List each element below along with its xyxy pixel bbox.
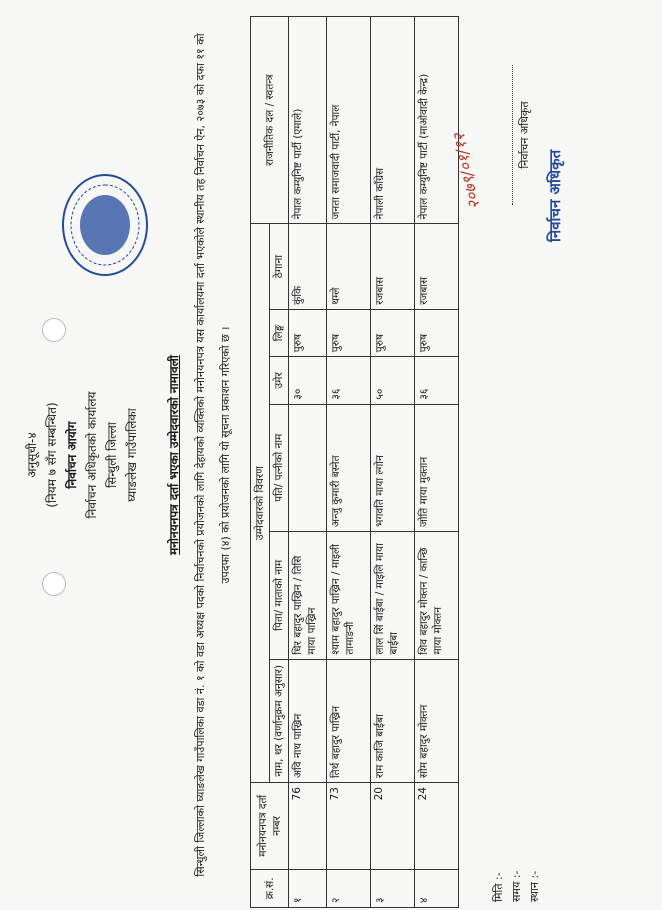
cell-gender: पुरुष (415, 309, 459, 357)
cell-reg: 20 (371, 783, 415, 870)
election-office-seal (58, 170, 153, 280)
cell-age: ५० (371, 357, 415, 404)
header-reg-no: मनोनयनपत्र दर्ता नम्बर (251, 783, 289, 870)
cell-party: नेपाल कम्युनिष्ट पार्टी (माओवादी केन्द्र) (415, 17, 459, 224)
handwritten-signature-date: २०७९/०१/१२ (449, 131, 484, 212)
header-age: उमेर (270, 357, 289, 404)
date-label: मिति :- (492, 872, 505, 902)
municipality-name: घ्याङलेख गाउँपालिका (125, 408, 139, 502)
cell-spouse (289, 404, 327, 531)
cell-address: कुंकि (289, 224, 327, 309)
cell-address: रजबास (371, 224, 415, 309)
table-row (327, 17, 371, 908)
cell-reg: 73 (327, 783, 371, 870)
cell-parents: धिर बहादुर पाख्रिन / तिसि माया पाख्रिन (289, 531, 327, 659)
header-parents: पिता/ माताको नाम (270, 531, 289, 659)
notice-paragraph: सिन्धुली जिल्लाको घ्याङलेख गाउँपालिका वडा नं. १ को वडा अध्यक्ष पदको निर्वाचनको प्रयोजनको लागि देहायको व्यक्तिको मनोनयनपत्र यस कार्यालयमा दर्ता भएकोले स्थानीय तह निर्वाचन ऐन, २०७३ को दफा ११ को उपदफा (४) को प्रयोजनको लागि यो सूचना प्रकाशन गरिएको छ । (194, 33, 232, 877)
candidate-table (250, 16, 459, 908)
cell-party: नेपाल कम्युनिष्ट पार्टी (एमाले) (289, 17, 327, 224)
cell-sn: २ (327, 869, 371, 907)
signature-block (498, 45, 532, 225)
office-name: निर्वाचन अधिकृतको कार्यालय (85, 391, 99, 519)
commission-name: निर्वाचन आयोग (65, 421, 79, 489)
cell-reg: 24 (415, 783, 459, 870)
header-address: ठेगाना (270, 224, 289, 309)
cell-age: ३० (289, 357, 327, 404)
cell-gender: पुरुष (327, 309, 371, 357)
cell-name: तिर्थ बहादुर पाख्रिन (327, 659, 371, 782)
rule-reference: (नियम ७ सँग सम्बन्धित) (45, 402, 59, 508)
cell-address: थम्ले (327, 224, 371, 309)
cell-party: नेपाली काँग्रेस (371, 17, 415, 224)
cell-gender: पुरुष (289, 309, 327, 357)
cell-party: जनता समाजवादी पार्टी, नेपाल (327, 17, 371, 224)
header-sn: क्र.सं. (251, 869, 289, 907)
district-name: सिन्धुली जिल्ला (105, 422, 119, 488)
cell-spouse: जोति माया मुक्तान (415, 404, 459, 531)
cell-sn: ४ (415, 869, 459, 907)
cell-age: ३६ (327, 357, 371, 404)
header-gender: लिङ्ग (270, 309, 289, 357)
cell-reg: 76 (289, 783, 327, 870)
header-party: राजनीतिक दल / स्वतन्त्र (251, 17, 289, 224)
cell-sn: ३ (371, 869, 415, 907)
cell-parents: शिव बहादुर मोक्तन / कान्छि माया मोक्तन (415, 531, 459, 659)
schedule-label: अनुसूची-४ (25, 432, 39, 478)
footer-fields (490, 870, 544, 902)
table-row (289, 17, 327, 908)
cell-name: राम काजि बाईबा (371, 659, 415, 782)
header-name: नाम, थर (वर्णानुक्रम अनुसार) (270, 659, 289, 782)
table-row (371, 17, 415, 908)
cell-gender: पुरुष (371, 309, 415, 357)
signature-line (498, 65, 513, 205)
cell-name: अवि नाथ पाख्रिन (289, 659, 327, 782)
time-label: समय :- (510, 870, 523, 902)
cell-parents: लाल सिं बाईबा / माइलि माया बाईबा (371, 531, 415, 659)
cell-spouse: भगवति माया ल्गोन (371, 404, 415, 531)
document-title: मनोनयनपत्र दर्ता भएका उम्मेदवारको नामावली (167, 355, 181, 555)
header-candidate-details: उम्मेदवारको विवरण (251, 224, 270, 783)
officer-stamp: निर्वाचन अधिकृत (546, 149, 564, 242)
signature-role: निर्वाचन अधिकृत (518, 101, 531, 169)
punch-hole-bottom (42, 318, 66, 342)
cell-parents: श्याम बहादुर पाख्रिन / माइली तामाङनी (327, 531, 371, 659)
place-label: स्थान :- (528, 870, 541, 902)
cell-spouse: अन्जु कुमारी बस्नेत (327, 404, 371, 531)
cell-name: सोम बहादुर मोक्तन (415, 659, 459, 782)
cell-address: रजबास (415, 224, 459, 309)
cell-sn: १ (289, 869, 327, 907)
punch-hole-top (42, 572, 66, 596)
cell-age: ३६ (415, 357, 459, 404)
header-spouse: पति/ पत्नीको नाम (270, 404, 289, 531)
